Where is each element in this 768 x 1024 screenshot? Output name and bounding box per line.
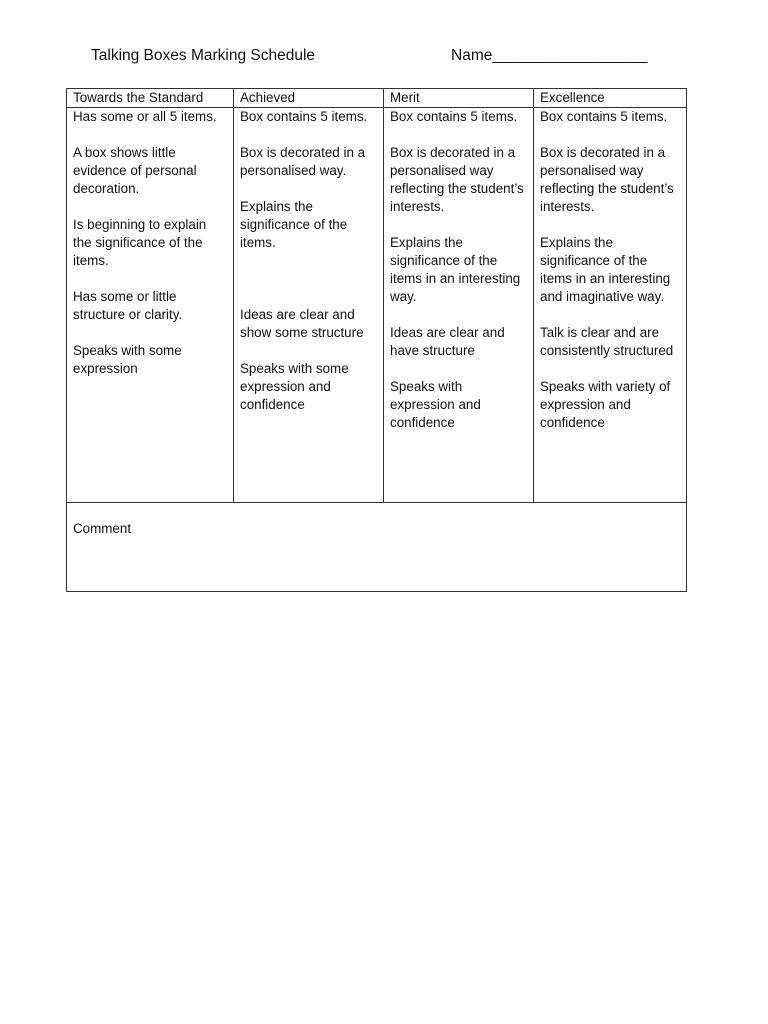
criterion-item: Explains the significance of the items. (240, 199, 348, 250)
column-header-excellence: Excellence (534, 89, 687, 108)
criterion-item: Box contains 5 items. (240, 109, 368, 124)
criteria-cell-excellence (534, 108, 687, 503)
name-field-label: Name__________________ (451, 47, 648, 64)
criteria-row (67, 108, 687, 503)
column-header-merit: Merit (384, 89, 534, 108)
criterion-item: Ideas are clear and show some structure (240, 307, 364, 340)
criterion-item: Talk is clear and are consistently structured (540, 325, 674, 358)
column-header-towards-the-standard: Towards the Standard (67, 89, 234, 108)
criterion-item: Box is decorated in a personalised way reflecting the student’s interests. (540, 145, 674, 214)
column-header-achieved: Achieved (234, 89, 384, 108)
header-row (67, 89, 687, 108)
criteria-cell-achieved (234, 108, 384, 503)
comment-label: Comment (73, 521, 132, 536)
criteria-cell-towards-the-standard (67, 108, 234, 503)
criterion-item: Speaks with variety of expression and confidence (540, 379, 671, 430)
criterion-spacer (240, 270, 377, 288)
criterion-item: Box is decorated in a personalised way. (240, 145, 366, 178)
marking-schedule-table (66, 88, 687, 592)
criterion-item: Speaks with some expression and confidence (240, 361, 349, 412)
criterion-item: Has some or little structure or clarity. (73, 289, 183, 322)
criterion-item: Box contains 5 items. (540, 109, 668, 124)
criterion-item: Speaks with expression and confidence (390, 379, 481, 430)
page-title: Talking Boxes Marking Schedule (91, 47, 316, 64)
criterion-item: Explains the significance of the items in an interesting and imaginative way. (540, 235, 671, 304)
criteria-cell-merit (384, 108, 534, 503)
comment-cell (67, 503, 687, 592)
comment-row (67, 503, 687, 592)
criterion-item: Box is decorated in a personalised way reflecting the student’s interests. (390, 145, 524, 214)
criterion-item: Ideas are clear and have structure (390, 325, 505, 358)
criterion-item: Box contains 5 items. (390, 109, 518, 124)
criterion-item: Explains the significance of the items in an interesting way. (390, 235, 521, 304)
criterion-item: Is beginning to explain the significance of the items. (73, 217, 207, 268)
criterion-item: Has some or all 5 items. (73, 109, 217, 124)
criterion-item: A box shows little evidence of personal decoration. (73, 145, 197, 196)
criterion-item: Speaks with some expression (73, 343, 182, 376)
